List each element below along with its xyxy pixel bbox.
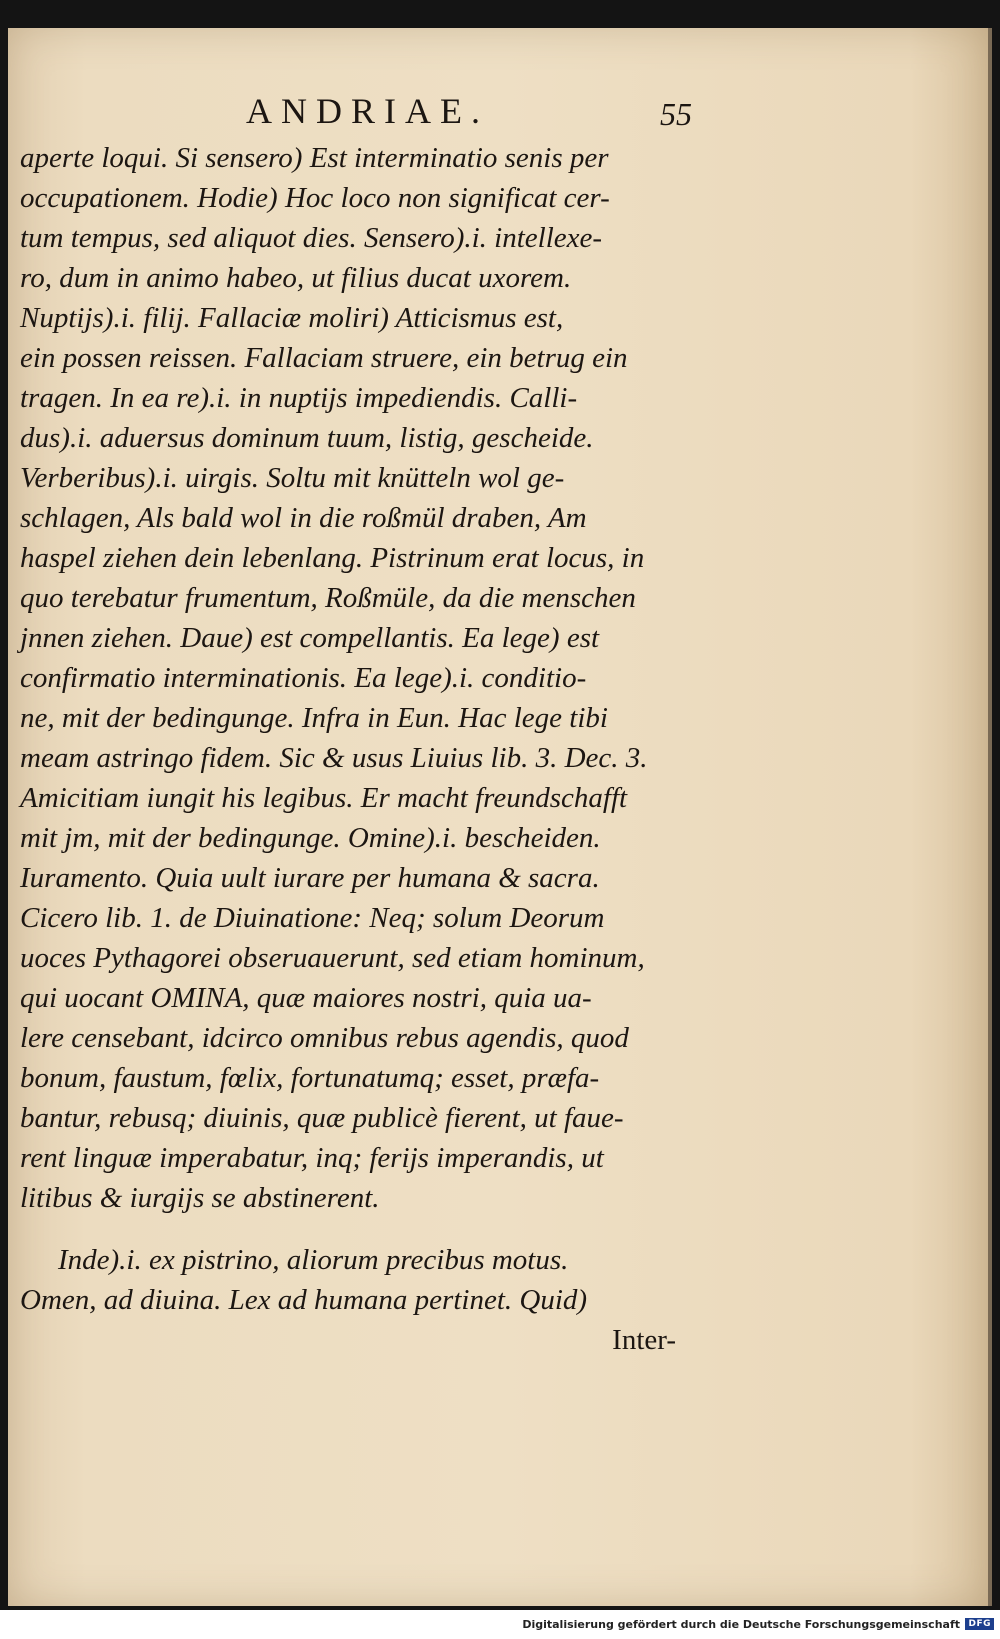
text-line: ro, dum in animo habeo, ut filius ducat uxorem. — [20, 262, 572, 294]
text-line: Amicitiam iungit his legibus. Er macht freundschafft — [20, 782, 628, 814]
text-line: Omen, ad diuina. Lex ad humana pertinet. Quid) — [20, 1284, 588, 1316]
text-line: haspel ziehen dein lebenlang. Pistrinum erat locus, in — [20, 542, 645, 574]
text-line: mit jm, mit der bedingunge. Omine).i. bescheiden. — [20, 822, 601, 854]
catchword: Inter- — [612, 1324, 676, 1356]
text-line: bantur, rebusq; diuinis, quæ publicè fierent, ut faue- — [20, 1102, 624, 1134]
text-line: tragen. In ea re).i. in nuptijs impediendis. Calli- — [20, 382, 578, 414]
text-line: ein possen reissen. Fallaciam struere, ein betrug ein — [20, 342, 628, 374]
text-line: qui uocant OMINA, quæ maiores nostri, quia ua- — [20, 982, 592, 1014]
text-line: dus).i. aduersus dominum tuum, listig, gescheide. — [20, 422, 594, 454]
dfg-logo: DFG — [965, 1618, 994, 1630]
text-line: quo terebatur frumentum, Roßmüle, da die menschen — [20, 582, 636, 614]
text-line: rent linguæ imperabatur, inq; ferijs imperandis, ut — [20, 1142, 604, 1174]
text-line: jnnen ziehen. Daue) est compellantis. Ea lege) est — [20, 622, 600, 654]
text-line: aperte loqui. Si sensero) Est interminatio senis per — [20, 142, 609, 174]
running-head: ANDRIAE. — [246, 91, 489, 131]
text-line: ne, mit der bedingunge. Infra in Eun. Hac lege tibi — [20, 702, 608, 734]
text-line: Iuramento. Quia uult iurare per humana & sacra. — [20, 862, 600, 894]
text-line: Verberibus).i. uirgis. Soltu mit knütteln wol ge- — [20, 462, 565, 494]
funding-credit: Digitalisierung gefördert durch die Deutsche Forschungsgemeinschaft — [522, 1618, 960, 1631]
paragraph-gap — [20, 1218, 700, 1240]
text-line: Nuptijs).i. filij. Fallaciæ moliri) Atticismus est, — [20, 302, 564, 334]
text-line: schlagen, Als bald wol in die roßmül draben, Am — [20, 502, 587, 534]
text-line: litibus & iurgijs se abstinerent. — [20, 1182, 380, 1214]
text-line: uoces Pythagorei obseruauerunt, sed etiam hominum, — [20, 942, 645, 974]
book-page — [8, 28, 992, 1606]
footer-bar — [0, 1610, 1000, 1639]
text-line: lere censebant, idcirco omnibus rebus agendis, quod — [20, 1022, 629, 1054]
text-line: confirmatio interminationis. Ea lege).i. conditio- — [20, 662, 587, 694]
text-line: Cicero lib. 1. de Diuinatione: Neq; solum Deorum — [20, 902, 605, 934]
text-line: Inde).i. ex pistrino, aliorum precibus motus. — [58, 1244, 569, 1276]
text-line: meam astringo fidem. Sic & usus Liuius lib. 3. Dec. 3. — [20, 742, 648, 774]
text-line: tum tempus, sed aliquot dies. Sensero).i. intellexe- — [20, 222, 603, 254]
body-text — [20, 138, 700, 1360]
text-line: bonum, faustum, fœlix, fortunatumq; esset, præfa- — [20, 1062, 600, 1094]
text-line: occupationem. Hodie) Hoc loco non significat cer- — [20, 182, 610, 214]
page-number: 55 — [660, 96, 692, 132]
